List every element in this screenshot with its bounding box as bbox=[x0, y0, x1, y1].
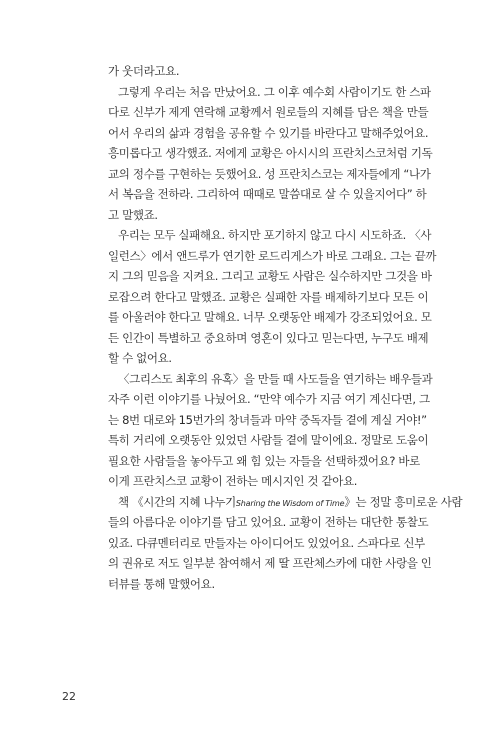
text-line: 일런스〉에서 앤드루가 연기한 로드리게스가 바로 그래요. 그는 끝까 bbox=[108, 248, 437, 263]
text-line: 필요한 사람들을 놓아두고 왜 힘 있는 자들을 선택하겠어요? 바로 bbox=[108, 453, 420, 468]
page-number: 22 bbox=[62, 690, 76, 703]
text-line: 그렇게 우리는 처음 만났어요. 그 이후 예수회 사람이기도 한 스파 bbox=[118, 84, 431, 99]
text-line: 고 말했죠. bbox=[108, 207, 158, 222]
text-line: 자주 이런 이야기를 나눴어요. “만약 예수가 지금 여기 계신다면, 그 bbox=[108, 392, 430, 406]
text-line: 터뷰를 통해 말했어요. bbox=[108, 576, 215, 591]
text-line: 든 인간이 특별하고 중요하며 영혼이 있다고 믿는다면, 누구도 배제 bbox=[108, 330, 429, 345]
text-line: 흥미롭다고 생각했죠. 저에게 교황은 아시시의 프란치스코처럼 기독 bbox=[108, 146, 433, 160]
text-line: 다로 신부가 제게 연락해 교황께서 원로들의 지혜를 담은 책을 만들 bbox=[108, 105, 429, 119]
text-line: 들의 아름다운 이야기를 담고 있어요. 교황이 전하는 대단한 통찰도 bbox=[108, 515, 429, 529]
text-line: 있죠. 다큐멘터리로 만들자는 아이디어도 있었어요. 스파다로 신부 bbox=[108, 535, 425, 550]
text-line: 이게 프란치스코 교황이 전하는 메시지인 것 같아요. bbox=[108, 474, 358, 488]
text-line: 교의 정수를 구현하는 듯했어요. 성 프란치스코는 제자들에게 “나가 bbox=[108, 166, 431, 181]
book-title-rest: 》는 정말 흥미로운 사람 bbox=[344, 494, 463, 509]
text-line: 를 아울러야 한다고 말해요. 너무 오랫동안 배제가 강조되었어요. 모 bbox=[108, 310, 432, 324]
text-line: 우리는 모두 실패해요. 하지만 포기하지 않고 다시 시도하죠. 〈사 bbox=[118, 228, 432, 242]
book-title-english: Sharing the Wisdom of Time bbox=[235, 498, 345, 508]
book-title-open: 책 《시간의 지혜 나누기 bbox=[118, 494, 236, 509]
text-line: 의 권유로 저도 일부분 참여해서 제 딸 프란체스카에 대한 사랑을 인 bbox=[108, 556, 432, 570]
text-line: 특히 거리에 오랫동안 있었던 사람들 곁에 말이에요. 정말로 도움이 bbox=[108, 433, 429, 447]
text-line: 서 복음을 전하라. 그리하여 때때로 말씀대로 살 수 있을지어다” 하 bbox=[108, 187, 427, 201]
text-line: 는 8번 대로와 15번가의 창녀들과 마약 중독자들 곁에 계실 거야!” bbox=[108, 412, 427, 427]
text-line: 어서 우리의 삶과 경험을 공유할 수 있기를 바란다고 말해주었어요. bbox=[108, 125, 429, 140]
text-line: 로잡으려 한다고 말했죠. 교황은 실패한 자를 배제하기보다 모든 이 bbox=[108, 289, 429, 304]
text-line: 지 그의 믿음을 지켜요. 그리고 교황도 사람은 실수하지만 그것을 바 bbox=[108, 269, 432, 283]
text-line: 가 웃더라고요. bbox=[108, 64, 180, 78]
text-line: 할 수 없어요. bbox=[108, 351, 172, 365]
body-text bbox=[108, 61, 463, 594]
text-line: 〈그리스도 최후의 유혹〉을 만들 때 사도들을 연기하는 배우들과 bbox=[118, 371, 433, 386]
text-line-book-title bbox=[108, 492, 463, 513]
